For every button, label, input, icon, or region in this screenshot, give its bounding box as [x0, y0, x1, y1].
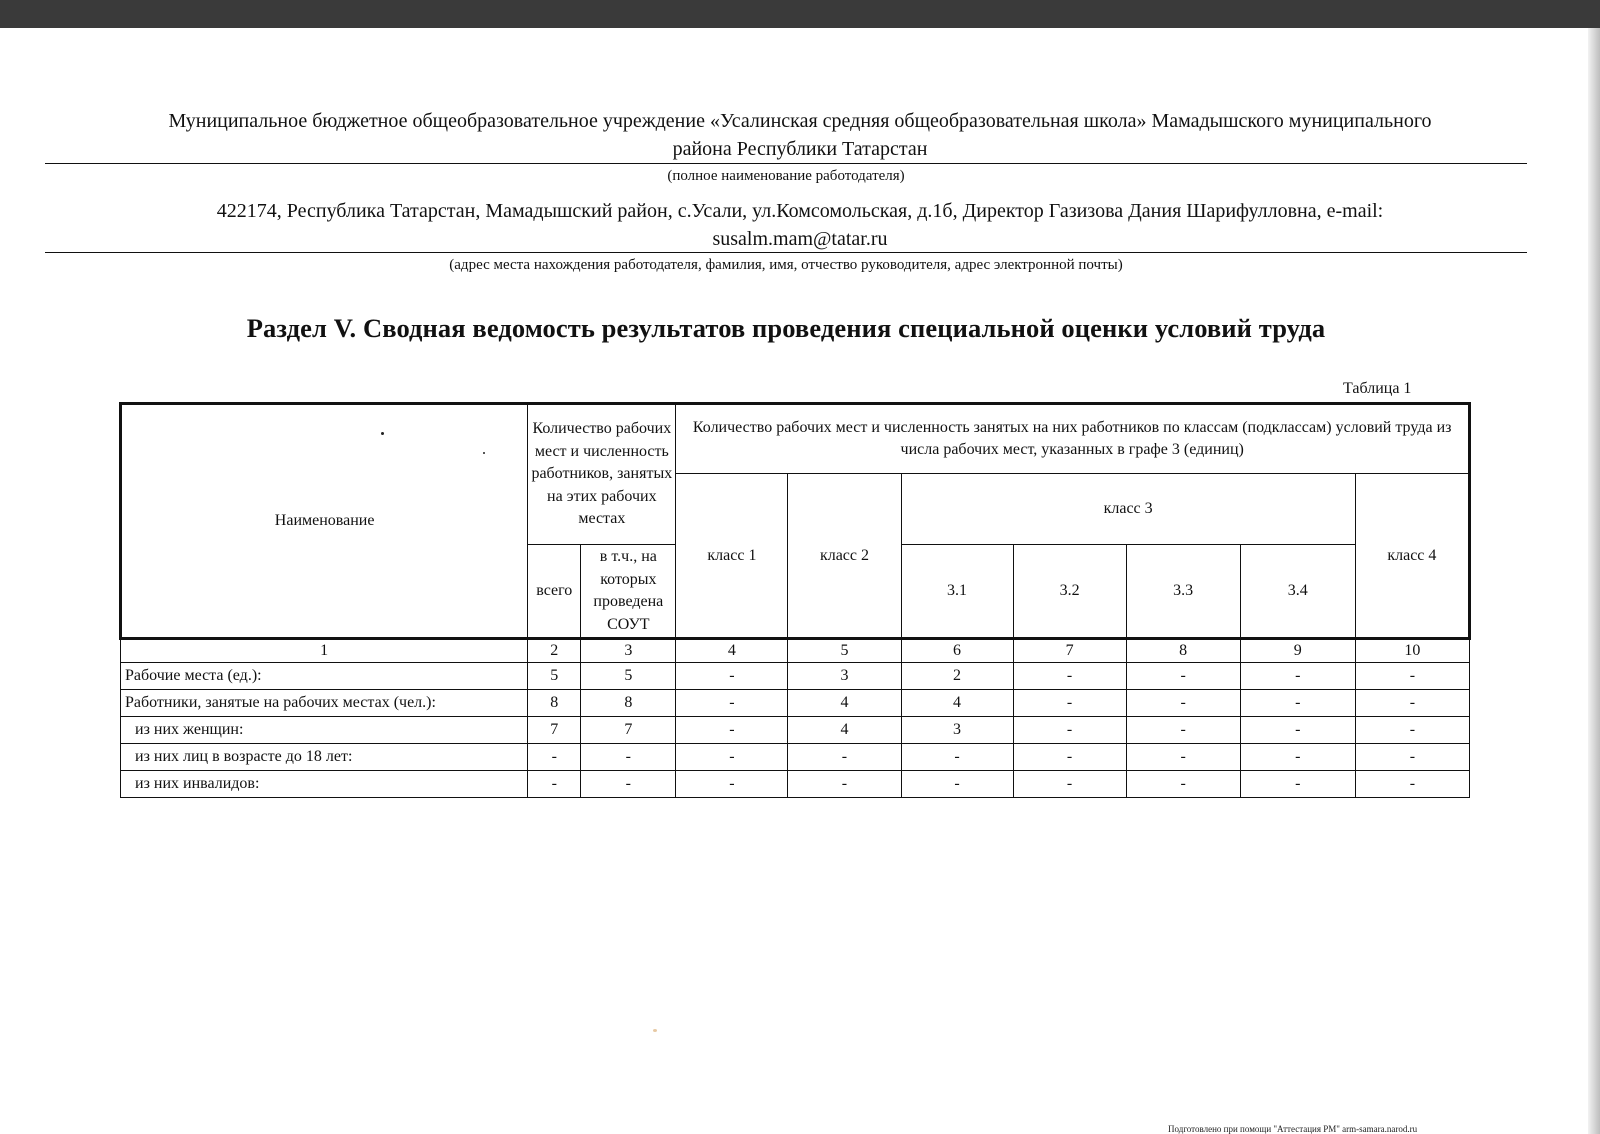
column-number: 3	[581, 639, 676, 663]
header-subclass-3-3: 3.3	[1126, 545, 1240, 639]
cell-value: -	[1355, 690, 1469, 717]
header-subclass-3-2: 3.2	[1013, 545, 1126, 639]
header-class-4: класс 4	[1355, 474, 1469, 639]
scan-right-edge	[1588, 28, 1600, 1134]
cell-value: -	[676, 690, 788, 717]
cell-value: -	[1013, 690, 1126, 717]
column-number: 5	[788, 639, 901, 663]
column-number: 6	[901, 639, 1013, 663]
cell-value: 5	[581, 663, 676, 690]
header-total: всего	[528, 545, 581, 639]
cell-value: -	[676, 744, 788, 771]
table-row	[121, 744, 1470, 771]
table-row	[121, 717, 1470, 744]
cell-value: -	[1355, 663, 1469, 690]
cell-value: -	[1240, 744, 1355, 771]
column-number-row	[121, 639, 1470, 663]
cell-value: -	[1013, 744, 1126, 771]
column-number: 10	[1355, 639, 1469, 663]
cell-value: 8	[528, 690, 581, 717]
header-class-1: класс 1	[676, 474, 788, 639]
scan-top-border	[0, 0, 1600, 28]
cell-value: -	[676, 717, 788, 744]
employer-name-line-2: района Республики Татарстан	[672, 138, 928, 160]
employer-name-line-1: Муниципальное бюджетное общеобразовательное учреждение «Усалинская средняя общеобразовательная школа» Мамадышского муниципального	[168, 110, 1432, 132]
cell-value: -	[1126, 690, 1240, 717]
row-label: из них женщин:	[121, 717, 528, 744]
cell-value: 5	[528, 663, 581, 690]
cell-value: -	[581, 771, 676, 798]
cell-value: 4	[901, 690, 1013, 717]
header-count-group: Количество рабочих мест и численность работников, занятых на этих рабочих местах	[528, 404, 676, 545]
cell-value: 3	[901, 717, 1013, 744]
cell-value: -	[1355, 771, 1469, 798]
cell-value: -	[1126, 717, 1240, 744]
column-number: 2	[528, 639, 581, 663]
section-title: Раздел V. Сводная ведомость результатов проведения специальной оценки условий труда	[246, 313, 1326, 343]
address-line-1: 422174, Республика Татарстан, Мамадышский район, с.Усали, ул.Комсомольская, д.1б, Директор Газизова Дания Шарифулловна, e-mail:	[216, 200, 1384, 222]
cell-value: -	[676, 771, 788, 798]
cell-value: -	[1240, 771, 1355, 798]
cell-value: 3	[788, 663, 901, 690]
scan-speck	[653, 1029, 657, 1032]
cell-value: -	[901, 771, 1013, 798]
footer-note: Подготовлено при помощи "Аттестация РМ" arm-samara.narod.ru	[1168, 1124, 1418, 1134]
row-label: из них инвалидов:	[121, 771, 528, 798]
header-subclass-3-4: 3.4	[1240, 545, 1355, 639]
cell-value: -	[901, 744, 1013, 771]
cell-value: 8	[581, 690, 676, 717]
cell-value: -	[1240, 663, 1355, 690]
cell-value: -	[676, 663, 788, 690]
cell-value: -	[1013, 663, 1126, 690]
row-label: из них лиц в возрасте до 18 лет:	[121, 744, 528, 771]
cell-value: -	[788, 771, 901, 798]
table-row	[121, 663, 1470, 690]
column-number: 8	[1126, 639, 1240, 663]
address-underline	[45, 252, 1527, 253]
cell-value: 7	[581, 717, 676, 744]
cell-value: -	[1126, 663, 1240, 690]
cell-value: -	[1240, 717, 1355, 744]
row-label: Работники, занятые на рабочих местах (чел.):	[121, 690, 528, 717]
header-class-2: класс 2	[788, 474, 901, 639]
column-number: 4	[676, 639, 788, 663]
employer-caption: (полное наименование работодателя)	[667, 168, 905, 184]
cell-value: -	[1013, 717, 1126, 744]
address-line-2: susalm.mam@tatar.ru	[712, 228, 888, 250]
header-classes-group: Количество рабочих мест и численность занятых на них работников по классам (подклассам) условий труда из числа рабочих мест, указанных в графе 3 (единиц)	[676, 404, 1470, 474]
employer-underline	[45, 163, 1527, 164]
cell-value: -	[1126, 744, 1240, 771]
column-number: 1	[121, 639, 528, 663]
cell-value: -	[1355, 744, 1469, 771]
header-subclass-3-1: 3.1	[901, 545, 1013, 639]
cell-value: -	[528, 744, 581, 771]
cell-value: -	[528, 771, 581, 798]
summary-table	[119, 402, 1471, 798]
cell-value: 4	[788, 717, 901, 744]
column-number: 7	[1013, 639, 1126, 663]
cell-value: -	[1355, 717, 1469, 744]
table-row	[121, 771, 1470, 798]
address-caption: (адрес места нахождения работодателя, фамилия, имя, отчество руководителя, адрес электронной почты)	[449, 257, 1123, 273]
cell-value: -	[788, 744, 901, 771]
column-number: 9	[1240, 639, 1355, 663]
cell-value: -	[1240, 690, 1355, 717]
cell-value: -	[1126, 771, 1240, 798]
header-sout: в т.ч., на которых проведена СОУТ	[581, 545, 676, 639]
header-class-3: класс 3	[901, 474, 1355, 545]
cell-value: -	[1013, 771, 1126, 798]
header-name: Наименование	[121, 404, 528, 639]
cell-value: 4	[788, 690, 901, 717]
cell-value: 2	[901, 663, 1013, 690]
row-label: Рабочие места (ед.):	[121, 663, 528, 690]
cell-value: -	[581, 744, 676, 771]
table-row	[121, 690, 1470, 717]
cell-value: 7	[528, 717, 581, 744]
table-label: Таблица 1	[1343, 380, 1412, 397]
